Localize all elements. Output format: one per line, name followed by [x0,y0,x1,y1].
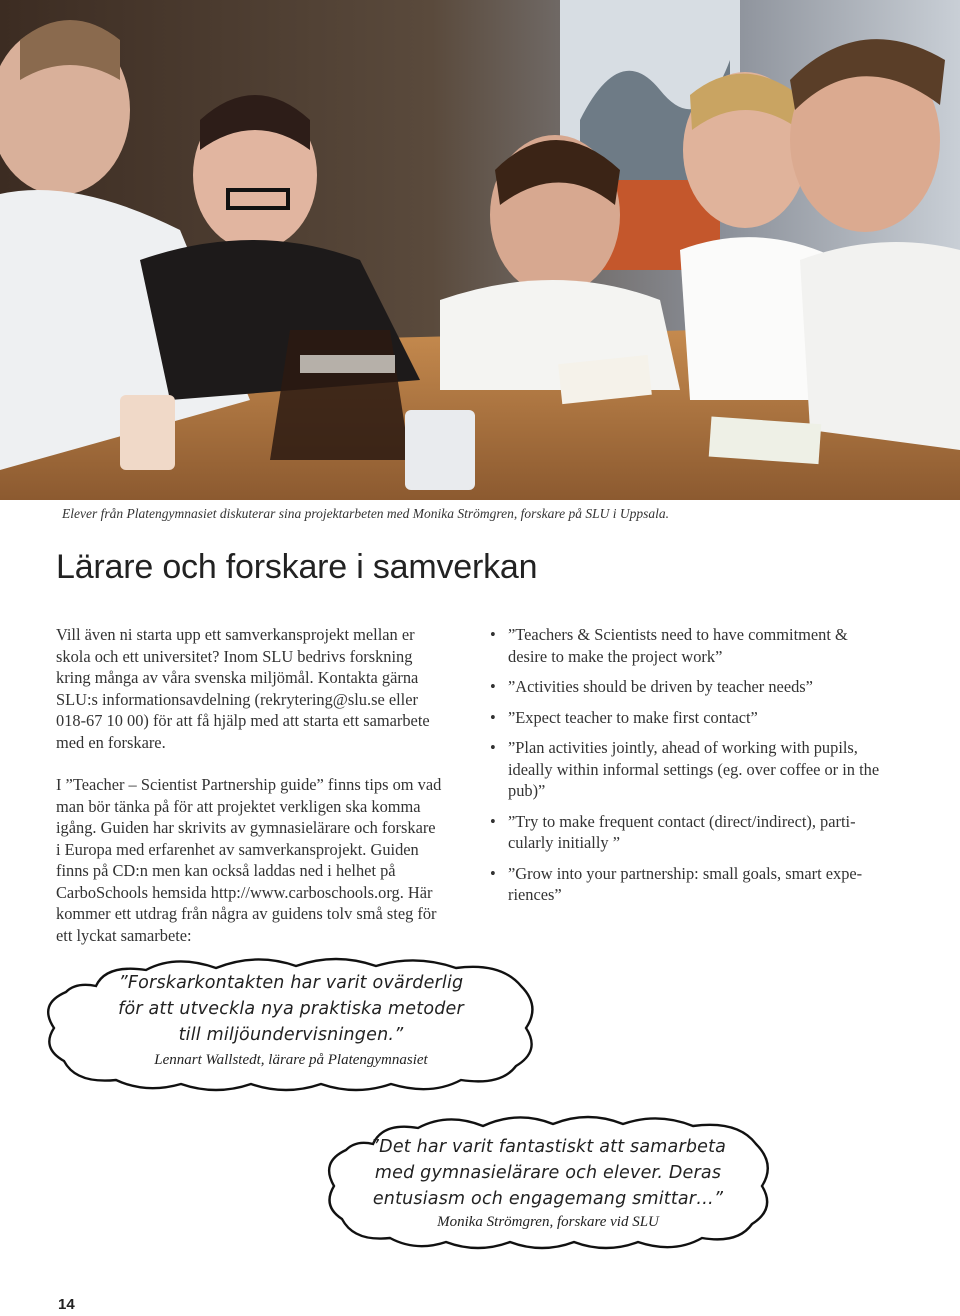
list-item [490,737,910,802]
quote-attribution: Monika Strömgren, forskare vid SLU [437,1214,659,1230]
list-item-text: ”Expect teacher to make first contact” [508,707,758,727]
quote-cloud-teacher [36,956,546,1096]
list-item-text: ”Try to make frequent contact (direct/indirect), parti- cularly initially ” [508,811,856,852]
quote-attribution: Lennart Wallstedt, lärare på Platengymnasiet [154,1052,428,1068]
classroom-photo [0,0,960,500]
guide-paragraph: I ”Teacher – Scientist Partnership guide” finns tips om vad man bör tänka på för att projektet verkligen ska komma igång. Guiden har skrivits av gymnasielärare och forskare i Europa med erfarenhet av samverkansprojekt. Guiden finns på CD:n men kan också laddas ned i helhet på CarboSchools hemsida http://www.carboschools.org. Här kommer ett utdrag från några av guidens tolv små steg för ett lyckat samarbete: [56,775,442,945]
list-item-text: ”Teachers & Scientists need to have commitment & desire to make the project work” [508,625,848,666]
tips-column [490,624,910,915]
bullet-icon: • [490,738,496,757]
bullet-icon: • [490,707,496,727]
quote-text: ”Det har varit fantastiskt att samarbeta med gymnasielärare och elever. Deras entusiasm och engagemang smittar…” [369,1137,727,1209]
list-item-text: ”Grow into your partnership: small goals, smart expe- riences” [508,863,863,904]
bullet-icon: • [490,811,496,831]
tips-list [490,624,910,906]
list-item [490,624,910,667]
bullet-icon: • [490,677,496,696]
list-item-text: ”Plan activities jointly, ahead of working with pupils, ideally within informal settings (eg. over coffee or in the pub)” [508,738,880,800]
list-item [490,863,910,906]
photo-illustration [0,0,960,500]
page-number: 14 [58,1296,75,1313]
quote-cloud-researcher [318,1114,778,1254]
photo-caption: Elever från Platengymnasiet diskuterar sina projektarbeten med Monika Strömgren, forskare på SLU i Uppsala. [62,506,670,521]
intro-column [56,624,476,967]
list-item [490,676,910,698]
intro-paragraph: Vill även ni starta upp ett samverkansprojekt mellan er skola och ett universitet? Inom SLU bedrivs forskning kring många av våra svenska miljömål. Kontakta gärna SLU:s informationsavdelning (rekrytering@slu.se eller 018-67 10 00) för att få hjälp med att starta ett samarbete med en forskare. [56,625,430,752]
list-item [490,811,910,854]
quote-text: ”Forskarkontakten har varit ovärderlig för att utveckla nya praktiska metoder till miljöundervisningen.” [118,973,464,1045]
page-heading: Lärare och forskare i samverkan [56,548,538,586]
bullet-icon: • [490,863,496,883]
bullet-icon: • [490,625,496,644]
list-item-text: ”Activities should be driven by teacher needs” [508,677,813,696]
list-item [490,707,910,729]
